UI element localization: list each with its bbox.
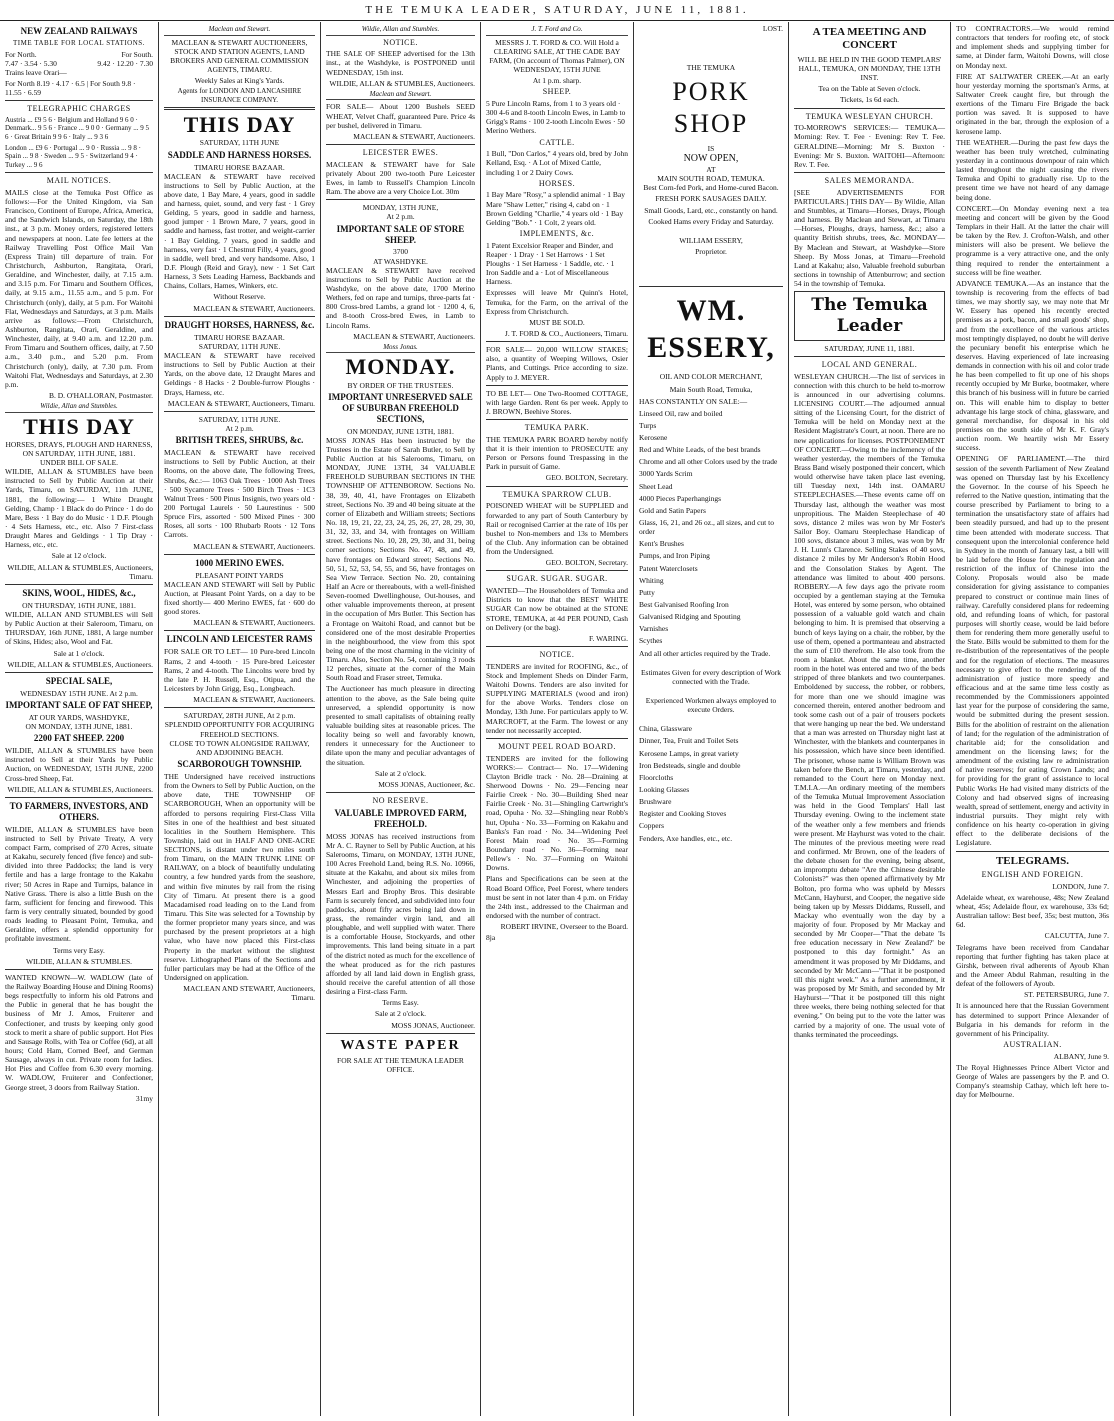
fat-date: ON MONDAY, 13TH JUNE, 1881. [25, 722, 133, 732]
mj-body: MOSS JONAS Has been instructed by the Trustees in the Estate of Sarah Butler, to Sell by Public Auction at his Salerooms, Timaru, on MONDAY, JUNE 13TH, 34 VALUABLE FREEHOLD SUBURBAN SECTIONS IN THE TOWNSHIP OF ATTENBOROW. Sections No. 38, 39, 40, 41, have Frontages on Elizabeth street, Sections No. 39 and 40 being situate at the corner of Elizabeth and William streets; Sections No. 18, 19, 21, 22, 23, 24, 25, 26, 27, 28, 29, 30, 31, 32, 33, and 34, with frontages on William street. Sections No. 10, 28, 29, 30, and 31, being corner sections; Sections No. 47, 48, and 49, have frontages on Edward street; Sections No. 50, 51, 52, 53, 54, 55, and 56, have frontages on Sea View Terrace. Section No. 20, containing Half an Acre or thereabouts, with a well-finished Seven-roomed Dwellinghouse, Out-houses, and other valuable improvements thereon, at present in the occupation of Mrs Butler. This Section has a Frontage on Waitohi Road, and cannot but be considered one of the most desirable Properties in the neighbourhood, the view from this spot being one of the most charming in the vicinity of Timaru. Also, Section No. 54, containing 3 roods 12 perches, situate at the corner of the Main South Road and Fraser street, Temuka. [326, 435, 475, 683]
store-sign: MACLEAN & STEWART, Auctioneers. [353, 331, 475, 341]
essery-address: Main South Road, Temuka, [669, 384, 753, 394]
lincoln-body: FOR SALE OR TO LET— 10 Pure-bred Lincoln Rams, 2 and 4-tooth · 15 Pure-bred Leicester Rams, 2 and 4-tooth. The Lincolns were bred by the late P. H. Russell, Esq., Otipua, and the Leicesters by John Grigg, Esq., Longbeach. [164, 647, 315, 693]
essery-good: China, Glassware [639, 724, 692, 734]
column-5 [633, 22, 788, 1416]
trees-body: MACLEAN & STEWART have received instructions to Sell by Public Auction, at their Rooms, on the above date, The following Trees, Shrubs, &c.:— 1063 Oak Trees · 1000 Ash Trees · 500 Sycamore Trees · 500 Birch Trees · 1C3 Walnut Trees · 500 Pinus Insignis, two years old · 200 Portugal Laurels · 50 Laurestinus · 500 Spruce Firs, assorted · 500 Mixed Pines · 300 Roses, all sorts · 100 Rhubarb Roots · 12 Tons Carrots. [164, 448, 315, 540]
telegraph-left: Austria ... £9 5 6 · Belgium and Holland 9 6 0 · Denmark... 9 5 6 · France ... 9 0 0 · Germany ... 9 5 6 · Great Britain 9 9 6 · Italy ... 9 3 6 [5, 115, 150, 142]
petersburg-body: It is announced here that the Russian Government has determined to support Prince Alexander of Bulgaria in his demands for reform in the government of his Principality. [956, 1001, 1109, 1038]
leicester-title: LEICESTER EWES. [362, 147, 439, 157]
essery-item: Turps [639, 420, 657, 430]
pp-title: PLEASANT POINT YARDS [195, 570, 284, 580]
sparrow-sign: GEO. BOLTON, Secretary. [545, 558, 628, 568]
unreserved-title: IMPORTANT UNRESERVED SALE OF SUBURBAN FREEHOLD SECTIONS, [328, 391, 473, 424]
skins-date: ON THURSDAY, 16TH JUNE, 1881. [22, 600, 136, 610]
sheep-title: SHEEP. [542, 87, 572, 97]
weather-para: THE WEATHER.—During the past few days the weather has been truly wretched, culminating yesterday in a continuous downpour of rain which lasted throughout the night causing the rivers Temuka and Opihi to gradually rise. Up to the present time we have not heard of any damage being done. [956, 137, 1109, 202]
farm-body: MOSS JONAS has received instructions from Mr A. C. Rayner to Sell by Public Auction, at his Salerooms, Timaru, on MONDAY, 13TH JUNE, 100 Acres Freehold Land, being R.S. No. 10966, situate at the Kakahu, and about six miles from Winchester, and adjoining the properties of Messrs Earl and Brophy Bros. This desirable Farm is securely fenced, and subdivided into four paddocks, about fifty acres being laid down in grass, the remainder virgin land, and all ploughable, and well supplied with water. There is a comfortable House, Stockyards, and other improvements. This land being situate in a part of the district noted as much for the excellence of the wheat produced as for the rich pastures afforded by all land laid down in English grass, should receive the careful attention of all those desiring a First-class Farm. [326, 831, 475, 997]
calcutta-body: Telegrams have been received from Candahar reporting that further fighting has taken place at Girshk, between rival adherents of Ayoub Khan and the Ameer Abdul Rahman, resulting in the defeat of the followers of Ayoub. [956, 942, 1109, 989]
column-7 [950, 22, 1114, 1416]
ford-settle: MUST BE SOLD. [529, 317, 585, 327]
church-body: TO-MORROW'S SERVICES:— TEMUKA—Morning: Rev. T. Fee · Evening: Rev T. Fee. GERALDINE—Morning: Mr S. Buxton · Evening: Mr S. Buxton. WAITOHI—Afternoon: Rev. T. Fee. [794, 123, 945, 169]
mail-body: MAILS close at the Temuka Post Office as follows:—For the United Kingdom, via San Francisco, Continent of Europe, Africa, America, and the Sandwich Islands, on Saturday, the 18th inst., at 3 p.m. Money orders, registered letters and newspapers at noon. Late fee letters at the Railway Travelling Post Office Mail Van (Express Train) till departure of train. For Christchurch, Ashburton, Rangitata, Orari, Geraldine, and Winchester, daily, at 7.15 a.m. and 3.15 p.m. For Timaru and Southern Offices, daily, at 9.15 a.m., 11.55 a.m., and 5 p.m. For Christchurch (only), daily, at 5 p.m. For Waitohi Flat, Wednesdays and Saturdays, at 3 p.m. Mails arrive as follows:—From Christchurch, Ashburton, Rangitata, Orari, Geraldine, and Winchester, daily, at 9.40 a.m. and 12.20 p.m. From Timaru and Southern offices, daily, at 7.50 a.m., 3.40 p.m., and 5.20 p.m. From Christchurch (only), daily, at 7.30 p.m. From Waitohi Flat, Wednesdays and Saturdays, at 2.30 p.m. [5, 187, 153, 389]
masthead: THE TEMUKA LEADER, SATURDAY, JUNE 11, 1881. [0, 0, 1114, 21]
lincoln-sign: MACLEAN & STEWART, Auctioneers. [193, 695, 315, 705]
essery-item: Chrome and all other Colors used by the trade [639, 457, 778, 467]
ms-header: Maclean and Stewart. [164, 25, 315, 36]
cattle-body: 1 Bull, "Don Carlos," 4 years old, bred by John Kelland, Esq. · A Lot of Mixed Cattle, including 1 or 2 Dairy Cows. [486, 149, 628, 177]
essery-trade: OIL AND COLOR MERCHANT, [659, 372, 763, 382]
monday-heading: MONDAY. [345, 354, 456, 380]
notice-sign: WILDIE, ALLAN & STUMBLES, Auctioneers. [329, 78, 475, 88]
store-title: IMPORTANT SALE OF STORE SHEEP. [336, 223, 465, 245]
essery-item: 3000 Yards Scrim [639, 469, 693, 479]
this-day-heading: THIS DAY [23, 413, 135, 439]
essery-item: Galvanised Ridging and Spouting [639, 612, 741, 622]
sparrow-title: TEMUKA SPARROW CLUB. [502, 489, 612, 499]
farm-terms: Terms Easy. [382, 998, 419, 1008]
farm-sale: Sale at 2 o'clock. [375, 1009, 426, 1019]
pork-open: NOW OPEN, [683, 152, 739, 164]
essery-item: Gold and Satin Papers [639, 505, 706, 515]
farm-sign: MOSS JONAS, Auctioneer. [391, 1020, 475, 1030]
tea-tickets: Tickets, 1s 6d each. [839, 95, 900, 105]
farm-title: VALUABLE IMPROVED FARM, FREEHOLD. [334, 807, 467, 829]
essery-good: Looking Glasses [639, 785, 690, 794]
wadlow-tag: 31my [135, 1093, 153, 1103]
lost-label: LOST. [762, 24, 783, 33]
wadlow-body: WANTED KNOWN—W. WADLOW (late of the Railway Boarding House and Dining Rooms) begs respectfully to inform his old Patrons and the Public in general that he has bought the business of Mr J. Amos, Fruiterer and Confectioner, and trusts by keeping only good stock to merit a share of public support. Hot Pies and Sausage Rolls, with Tea or Coffee (6d), at all hours; Cold Ham, Corned Beef, and German Sausage, always in cut. Private room for ladies. Hot Pies and Coffee from 6.30 every morning. W. WADLOW, Fruiterer and Confectioner, George street, 3 doors from Railway Station. [5, 972, 153, 1092]
contractors-para: TO CONTRACTORS.—We would remind contractors that tenders for roofing etc, of stock and implement sheds and supplying timber for same, at Dinder farm, Waitohi Downs, will close on Monday next. [956, 24, 1109, 70]
horses-sub: HORSES, DRAYS, PLOUGH AND HARNESS, [5, 439, 153, 449]
draught-title: DRAUGHT HORSES, HARNESS, &c. [164, 319, 315, 330]
draught-date: SATURDAY, 11TH JUNE. [198, 341, 281, 351]
pork-addr: MAIN SOUTH ROAD, TEMUKA. [657, 174, 765, 184]
column-6 [788, 22, 950, 1416]
london-date: LONDON, June 7. [1052, 881, 1109, 891]
skins-sign: WILDIE, ALLAN & STUMBLES, Auctioneers. [7, 659, 153, 669]
noreserve: NO RESERVE. [372, 796, 429, 806]
this-day-heading-2: THIS DAY [183, 112, 296, 138]
horses-date: ON SATURDAY, 11TH JUNE, 1881. [22, 448, 136, 458]
south-header: For South. [121, 49, 153, 59]
skins-body: WILDIE, ALLAN AND STUMBLES will Sell by Public Auction at their Saleroom, Timaru, on THURSDAY, 16th JUNE, 1881, A large number of Skins, Hides; also, Wool and Fat. [5, 609, 153, 647]
fat-title: IMPORTANT SALE OF FAT SHEEP, [5, 699, 153, 710]
park-title: TEMUKA PARK. [524, 423, 590, 433]
horses-sale: Sale at 12 o'clock. [51, 551, 107, 561]
leicester-body: MACLEAN & STEWART have for Sale privately About 200 two-tooth Pure Leicester Ewes, in lamb to Russell's Champion Lincoln Ram. The above are a very Choice Lot. 30m [326, 159, 475, 197]
trees-title: BRITISH TREES, SHRUBS, &c. [175, 435, 304, 446]
fat-sign: WILDIE, ALLAN & STUMBLES, Auctioneers. [7, 784, 153, 794]
trustees: BY ORDER OF THE TRUSTEES. [347, 380, 454, 390]
column-3 [320, 22, 480, 1416]
mail-title: MAIL NOTICES. [46, 176, 112, 186]
essery-item: 4000 Pieces Paperhangings [639, 493, 722, 503]
trees-sign: MACLEAN & STEWART, Auctioneers. [193, 541, 315, 551]
essery-item: Glass, 16, 21, and 26 oz., all sizes, and cut to order [639, 518, 774, 537]
splendid-title: SPLENDID OPPORTUNITY FOR ACQUIRING FREEHOLD SECTIONS. [164, 720, 315, 739]
ford-header: J. T. Ford and Co. [486, 25, 628, 36]
monday-at: At 2 p.m. [386, 212, 415, 222]
railways-subtitle: TIME TABLE FOR LOCAL STATIONS. [13, 38, 145, 47]
essery-good: Coppers [639, 821, 664, 831]
telegraph-title: TELEGRAPHIC CHARGES [27, 104, 131, 114]
scarborough-title: SCARBOROUGH TOWNSHIP. [177, 758, 302, 769]
essery-goods-list [639, 724, 783, 842]
implements-body: 1 Patent Excelsior Reaper and Binder, and Reaper · 1 Dray · 1 Set Harrows · 1 Set Ploughs · 1 Set Harness · 1 Saddle, etc. · 1 Iron Saddle and a · Lot of Miscellaneous Harness. [486, 240, 615, 287]
mj-header: Moss Jonas. [326, 343, 475, 354]
essery-item: Kerosene [639, 433, 668, 443]
sparrow-body: POISONED WHEAT will be SUPPLIED and forwarded to any part of South Canterbury by Rail or recognised Carrier at the rate of 10s per bushel to Non-members and 13s to Members of the Club. Any information can be obtained from the Undersigned. [486, 501, 628, 557]
park-sign: GEO. BOLTON, Secretary. [545, 473, 628, 483]
notice-body: THE SALE OF SHEEP advertised for the 13th inst., at the Washdyke, is POSTPONED until WEDNESDAY, 15th inst. [326, 49, 475, 77]
concert-para: CONCERT.—On Monday evening next a tea meeting and concert will be given by the Good Templars in their Hall. At the latter the chair will be taken by the Rev. J. Crofton-Walsh, and other ministers will also be present. We believe the programme is a very attractive one, and the only thing required to render the entertainment a success will be fine weather. [956, 203, 1109, 277]
scarborough-sign: MACLEAN AND STEWART, Auctioneers, Timaru. [183, 984, 315, 1003]
mount-peel-title: MOUNT PEEL ROAD BOARD. [498, 741, 616, 751]
petersburg-date: ST. PETERSBURG, June 7. [1024, 990, 1109, 1000]
south-times: 9.42 · 12.20 · 7.30 [97, 58, 153, 68]
pork-shop-title: PORK SHOP [672, 77, 750, 138]
essery-name: WM. ESSERY, [647, 294, 775, 364]
farmers-terms: Terms very Easy. [53, 945, 105, 955]
farmers-title: TO FARMERS, INVESTORS, AND OTHERS. [9, 800, 149, 822]
mail-sign: B. D. O'HALLORAN, Postmaster. [48, 390, 153, 400]
fire-para: FIRE AT SALTWATER CREEK.—At an early hour yesterday morning the sportsman's Arms, at Saltwater Creek caught fire, but through the exertions of the Timaru Fire Brigade the back portion was saved. It is supposed to have originated in the bar, through the explosion of a kerosene lamp. [956, 71, 1109, 136]
cattle-title: CATTLE. [539, 137, 575, 147]
special-title: SPECIAL SALE, [45, 675, 113, 686]
essery-item: Scythes [639, 636, 663, 646]
pork-proprietor: Proprietor. [695, 247, 727, 257]
north-header: For North. [5, 49, 37, 59]
telegraph-right: London ... £9 6 · Portugal ... 9 0 · Russia ... 9 8 · Spain ... 9 8 · Sweden ... 9 5 · Switzerland 9 4 · Turkey ... 9 6 [5, 143, 141, 169]
essery-item: Best Galvanised Roofing Iron [639, 600, 729, 610]
waste-body: FOR SALE AT THE TEMUKA LEADER OFFICE. [337, 1055, 464, 1074]
this-day-date: SATURDAY, 11TH JUNE [199, 138, 280, 148]
london-body: Adelaide wheat, ex warehouse, 48s; New Zealand wheat, 45s; Adelaide flour, ex warehouse, 33s 6d; Australian tallow: Best beef, 35s; best mutton, 36s 6d. [956, 892, 1109, 930]
ms-agents: Agents for LONDON AND LANCASHIRE INSURANCE COMPANY. [177, 87, 302, 104]
mount-peel-note: Plans and Specifications can be seen at the Road Board Office, Peel Forest, where tenders must be sent in not later than 4 p.m. on Friday the 24th inst., addressed to the Chairman and endorsed with the number of contract. [486, 874, 628, 920]
park-body: THE TEMUKA PARK BOARD hereby notify that it is their intention to PROSECUTE any Person or Persons found Trespassing in the Park in pursuit of Game. [486, 434, 628, 472]
pork-sign: WILLIAM ESSERY, [679, 235, 743, 245]
pork-at: AT [706, 165, 716, 175]
willow-ad: FOR SALE— 20,000 WILLOW STAKES; also, a quantity of Weeping Willows, Osier Plants, and Cuttings. Price according to size. Apply to J. MEYER. [486, 345, 628, 382]
essery-item: Pumps, and Iron Piping [639, 551, 710, 561]
notice-body-2: TENDERS are invited for ROOFING, &c., of Stock and Implement Sheds on Dinder Farm, Waitohi Downs. Tenders are also invited for SUPPLYING MATERIALS (wood and iron) for the above Works. Tenders close on Monday, 13th June. For particulars apply to W. MARCROFT, at the Farm. The lowest or any tender not necessarily accepted. [486, 661, 628, 735]
farmers-sign: WILDIE, ALLAN & STUMBLES. [25, 956, 133, 966]
saddle-sign: MACLEAN & STEWART, Auctioneers. [193, 303, 315, 313]
telegrams-sub: ENGLISH AND FOREIGN. [981, 869, 1084, 879]
horses-title-ford: HORSES. [538, 178, 576, 188]
parliament-para: OPENING OF PARLIAMENT.—The third session of the seventh Parliament of New Zealand was opened on Thursday last by his Excellency the Governor. In the course of his Speech he referred to the Native question, intimating that the course prescribed by Parliament to bring to a termination the unsatisfactory state of affairs had been steadily pursued, and had up to the present time been attended with moderate success. That consequent upon the intercolonial conference held in Sydney in the month of January last, a bill will be laid before the House for the regulation and restriction of the influx of Chinese into the Colony. Proposals would also be made consideration for giving assistance to companies prepared to construct or continue main lines of railway. Carefully considered plans for redeeming old, and refunding loans of which, for pastoral purposes will shortly cease, would be laid before them for rendering them more generally useful to the State. Bills would be submitted to them for the re-distribution of the representatives of the people and for the regulation of elections. The measures necessary to give effect to the rendering of the administration of justice more speedy and efficacious and at the same time less costly as recommended by the Commissioners appointed last year for the purpose of considering the same, would be submitted during the present session. Bills for the abolition of restraint on the alienation of land; for the regulation of the administration of charitable aid; for the consolidation and amendment on the licensing laws; for the amendment of the existing law re administration of native reserves; for eating Crown Lands; and for providing for the grant of assistance to local Public Works He had visited many districts of the Colony and had observed signs of increasing wealth, spread of settlement, energy and activity in industrial pursuits. They might rely with confidence on his hearty co-operation in giving effect to the deliberate decisions of the Legislature. [956, 454, 1109, 848]
local-title: LOCAL AND GENERAL. [821, 359, 918, 369]
scarborough-body: THE Undersigned have received instructions from the Owners to Sell by Public Auction, on the above date, THE TOWNSHIP OF SCARBOROUGH, When an opportunity will be afforded to persons requiring First-Class Villa Sites in one of the healthiest and best situated localities in the Southern Hemisphere. This Township, laid out in HALF AND ONE-ACRE SECTIONS, is distant under two miles south from Timaru, on the MAIN TRUNK LINE OF RAILWAY, on a block of beautifully undulating country, a few hundred yards from the seashore, and within five minutes by rail from the rising City of Timaru. At present there is a good Macadamised road leading on to the Land from Timaru. This Site was selected for a Township by the former proprietor many years since, and was purchased by the present proprietors at a high value, who have now placed this First-class Property in the market without the slightest reserve. Lithographed Plans of the Sections and fuller particulars may be had at the Office of the Undersigned on application. [164, 771, 315, 983]
tea-time: Tea on the Table at Seven o'clock. [818, 84, 921, 94]
saddle-reserve: Without Reserve. [213, 292, 266, 302]
pp-sign: MACLEAN & STEWART, Auctioneers. [193, 618, 315, 628]
saddle-body: MACLEAN & STEWART have received instructions to Sell by Public Auction, at the above date, 1 Bay Mare, 4 years, good in saddle and harness, quiet, sound, and very fast · 1 Grey Gelding, 5 years, good in saddle and harness, good jumper · 1 Brown Mare, 7 years, good in saddle and harness, fast trotter, and weight-carrier · 1 Bay Gelding, 7 years, good in saddle and harness, very fast · 1 Chestnut Filly, 4 years, good in saddle, well bred, and very handsome. Also, 1 D.F. Plough (Reid and Gray), new · 1 Set Cart Harness, 3 Sets Leading Harness, Backbands and Chains, Collars, Hames, Winkers, etc. [164, 171, 315, 291]
horses-under: UNDER BILL OF SALE. [39, 458, 119, 468]
ford-sign: J. T. FORD & CO., Auctioneers, Timaru. [504, 329, 628, 339]
pork-sausages: FRESH PORK SAUSAGES DAILY. [655, 194, 767, 204]
local-body: WESLEYAN CHURCH.—The list of services in connection with this church to be held to-morrow is announced in our advertising columns. LICENSING COURT.—The adjourned annual sitting of the Licensing Court, for the district of Temuka will be held on Monday next at the Resident Magistrate's Court, at noon. There are no new applications for licenses. POSTPONEMENT OF CONCERT.—Owing to the inclemency of the weather yesterday, the members of the Temuka Brass Band wisely postponed their concert, which would otherwise have taken place last evening, till Tuesday next, 14th inst. OAMARU STEEPLECHASES.—These events came off on Thursday last, although the weather was most unpropitious. The Maiden Steeplechase of 40 sovs, distance 2 miles was won by Mr Foster's Sailor Boy. Oamaru Steeplechase Handicap of 100 sovs, distance about 3 miles, was won by Mr J. H. Lunn's Clarence. Selling Stakes of 40 sovs, distance 2 miles by Mr Anderson's Robin Hood and the Consolation Stakes by Agent. The attendance was limited to about 400 persons. ROBBERY.—A few days ago the private room occupied by a gentleman staying at the Temuka Hotel, was entered by some person, who obtained possession of a valuable gold watch and chain belonging to him. It is premised that observing a bunch of keys laying on a chair, the robber, by the use of them, opened a portmanteau and abstracted the sum of £10 therefrom. He also took from the room a blanket. About the same time, another room in the hotel was entered and two of the beds stripped of three blankets and two counterpanes. Emboldened by success, the robber, or robbers, for more than one we should imagine was concerned therein, entered another bedroom and took some cash out of a pair of trousers pockets that were hanging up near the bed. We understand that a man was arrested on Thursday night last at Winchester, with the blankets and counterpanes in his possession, which have since been identified. The prisoner, whose name is William Brown was taken before the Bench, at Timaru, yesterday, and remanded to the Court here on Monday next. T.M.I.A.—An ordinary meeting of the members of the Temuka Mutual Improvement Association was held in the Good Templars' Hall last Thursday evening. Owing to the inclement state of the weather only a few members and friends were present. Mr Hayhurst was voted to the chair. The minutes of the previous meeting were read and confirmed. Mr Brown, one of the leaders of the debate chosen for the evening, being absent, an impromptu debate "Are the Chinese desirable Colonists?" was then opened affirmatively by Mr Bolton, pro forma who was upheld by Messrs McCann, Hayhurst, and Cooper, the negative side being taken up by Messrs Diddams, Russell, and Mackay who eventually won the day by a majority of four. Proposed by Mr Mackay and seconded by Mr Cooper—"That the debate 'Is free education necessary in New Zealand?' be postponed to this day fortnight." As an amendment it was proposed by Mr Diddams, and seconded by Mr McCann—"That it be postponed till this night week." As a further amendment, it was proposed by Mr Smith, and seconded by Mr Hayhurst—"That it be postponed till this night three weeks, there being nothing selected for that evening." On being put to the vote the latter was carried by a majority of one. The usual vote of thanks terminated the proceedings. [794, 371, 945, 1039]
ford-body: MESSRS J. T. FORD & CO. Will Hold a CLEARING SALE, AT THE CADE BAY FARM, (On account of Thomas Palmer), ON WEDNESDAY, 15TH JUNE [489, 37, 625, 74]
ms-weekly: Weekly Sales at King's Yards. [194, 76, 285, 86]
horses-body: WILDIE, ALLAN & STUMBLES have been instructed to Sell by Public Auction at their Yards, Timaru, on SATURDAY, 11th JUNE, 1881, the following:— 1 White Draught Gelding, Champ · 1 Black do do Prince · 1 do do Mare, Bess · 1 Bay do do Music · 1 D.F. Plough · 4 Sets Harness, etc., etc. Also 7 First-class Draught Mares and Geldings · 1 Tip Dray · Harness, etc., etc. [5, 467, 153, 550]
essery-good: Iron Bedsteads, single and double [639, 760, 741, 770]
unreserved-date: ON MONDAY, JUNE 13TH, 1881. [347, 426, 454, 436]
mount-peel-body: TENDERS are invited for the following WORKS:— Contract— No. 17—Widening Clayton Bridle track · No. 28—Draining at Sherwood Downs · No. 29—Fencing near Fairlie Creek · No. 30—Building Shed near Fairlie Creek · No. 31—Shingling Cartwright's road, Opuha · No. 32—Shingling near Robb's hut, Opuha · No. 33—Forming on Kakahu and Banks's Fan road · No. 34—Widening Peel Forest Main road · No. 35—Forming Boundary road · No. 36—Forming near Pellew's · No. 37—Forming on Waitohi Downs. [486, 753, 628, 873]
railways-title: NEW ZEALAND RAILWAYS [20, 26, 138, 36]
implements-title: IMPLEMENTS, &c. [519, 229, 595, 239]
farmers-body: WILDIE, ALLAN & STUMBLES have been instructed to Sell by Private Treaty, A very compact Farm, comprised of 270 Acres, situate at Kakahu, securely fenced (five fence) and sub-divided into three Paddocks; the land is very fertile and has a large frontage to the Kakahu river; 50 Acres in Rape and Turnips, balance in Native Grass. There is also a little Bush on the farm, sufficient for fencing and firewood. This farm is very centrally situated, bounded by good roads leading to Pleasant Point, Temuka, and Geraldine, offers a splendid opportunity for profitable investment. [5, 824, 153, 944]
mount-peel-sign: ROBERT IRVINE, Overseer to the Board. [500, 922, 628, 932]
pork-is: IS [707, 143, 715, 153]
australian-title: AUSTRALIAN. [1003, 1039, 1062, 1049]
ms-top: MACLEAN & STEWART AUCTIONEERS, STOCK AND STATION AGENTS, LAND BROKERS AND GENERAL COMMISSION AGENTS, TIMARU. [170, 37, 309, 74]
north-times: 7.47 · 3.54 · 5.30 [5, 58, 57, 68]
advance-para: ADVANCE TEMUKA.—As an instance that the township is recovering from the effects of bad times, we may shortly say, we may note that Mr W. Essery has opened his recently erected premises as a pork, bacon, and small goods' shop, and from the excellence of the various articles most temptingly displayed, no doubt he will derive the pecuniary benefit his enterprise which he deserves. Having experienced of late increasing demands in connection with his oil and color trade he has been compelled to fit up one of his shops recently occupied by Mr Burke, bootmaker, where this branch of his business will in future be carried on. This will enable him to display to better advantage his large stock of china, glassware, and general merchandise, for disposal in his old premises on the south side of Mr K. F. Gray's auction room. We heartily wish Mr Essery success. [956, 278, 1109, 453]
sales-title: SALES MEMORANDA. [824, 175, 915, 185]
horses-sign: WILDIE, ALLAN & STUMBLES, Auctioneers, Timaru. [7, 562, 153, 581]
albany-date: ALBANY, June 9. [1053, 1051, 1109, 1061]
essery-item: Linseed Oil, raw and boiled [639, 408, 723, 418]
seed-sign: MACLEAN & STEWART, Auctioneers. [353, 131, 475, 141]
horses-body-ford: 1 Bay Mare "Rosy," a splendid animal · 1 Bay Mare "Shaw Letter," rising 4, cabd on · 1 Brown Gelding "Charlie," 4 years old · 1 Bay Gelding "Bob." · 1 Colt, 2 years old. [486, 190, 625, 227]
leader-date: SATURDAY, JUNE 11, 1881. [824, 343, 915, 353]
essery-good: Brushware [639, 797, 672, 807]
fat-body: WILDIE, ALLAN & STUMBLES have been instructed to Sell at their Yards by Public Auction, on WEDNESDAY, 15TH JUNE, 2200 Cross-bred Sheep, Fat. [5, 746, 153, 783]
column-4 [480, 22, 633, 1416]
mj-note: The Auctioneer has much pleasure in directing attention to the above, as the Sale being quite unreserved, a splendid opportunity is now presented to small capitalists of obtaining really valuable building sites at reasonable prices. The locality being so well and favorably known, renders it unnecessary for the Auctioneer to dilate upon the many and peculiar advantages of the situation. [326, 684, 475, 767]
church-title: TEMUKA WESLEYAN CHURCH. [805, 111, 934, 121]
sugar-body: WANTED—The Householders of Temuka and Districts to know that the BEST WHITE SUGAR Can now be obtained at the STONE STORE, TEMUKA, at 4d PER POUND, Cash on Delivery (or the bag). [486, 586, 628, 632]
draught-sign: MACLEAN & STEWART, Auctioneers, Timaru. [167, 398, 315, 408]
essery-good: Dinner, Tea, Fruit and Toilet Sets [639, 736, 739, 746]
pp-body: MACLEAN AND STEWART will Sell by Public Auction, at Pleasant Point Yards, on a day to be fixed shortly— 400 Merino EWES, fat · 600 do good stores. [164, 579, 315, 617]
essery-items-list [639, 409, 783, 658]
essery-good: Register and Cooking Stoves [639, 809, 727, 819]
bazaar-2: TIMARU HORSE BAZAAR. [194, 332, 285, 342]
waste-title: WASTE PAPER [340, 1037, 461, 1053]
monday-date: MONDAY, 13TH JUNE, [362, 203, 439, 213]
orari-header: Trains leave Orari— [5, 67, 67, 77]
lincoln-title: LINCOLN AND LEICESTER RAMS [166, 634, 313, 645]
seed-body: FOR SALE— About 1200 Bushels SEED WHEAT, Velvet Chaff, guaranteed Pure. Price 4s per bushel, delivered in Timaru. [326, 102, 475, 130]
draught-body: MACLEAN & STEWART have received instructions to Sell by Public Auction at their Yards, on the above date, 12 Draught Mares and Geldings · 8 Hacks · 2 Double-furrow Ploughs · Drays, Harness, etc. [164, 351, 315, 397]
essery-good: Kerosene Lamps, in great variety [639, 748, 739, 758]
pork-goods: Small Goods, Lard, etc., constantly on hand. [644, 205, 778, 215]
lower-date: SATURDAY, 28TH JUNE, At 2 p.m. [183, 711, 296, 721]
trees-at: At 2 p.m. [225, 423, 254, 433]
harness-title: SADDLE AND HARNESS HORSES. [167, 149, 312, 160]
skins-title: SKINS, WOOL, HIDES, &c., [22, 587, 136, 598]
telegrams-title: TELEGRAMS. [995, 854, 1070, 867]
sugar-sign: F. WARING. [588, 633, 628, 643]
essery-item: Red and White Leads, of the best brands [639, 445, 761, 455]
store-where: AT WASHDYKE. [373, 256, 428, 266]
notice-title-2: NOTICE. [539, 649, 575, 659]
sheep-body: 5 Pure Lincoln Rams, from 1 to 3 years old · 300 4-6 and 8-tooth Lincoln Ewes, in Lamb to Grigg's Rams · 100 2-tooth Lincoln Ewes · 50 Merino Wethers. [486, 98, 626, 136]
sugar-title: SUGAR. SUGAR. SUGAR. [506, 574, 608, 584]
store-count: 3700 [393, 247, 408, 257]
leader-title: The Temuka Leader [794, 291, 945, 340]
wa-header: Wildie, Allan and Stumbles. [5, 402, 153, 413]
tolet-ad: TO BE LET— One Two-Roomed COTTAGE, with large Garden. Rent 6s per week. Apply to J. BROWN, Beehive Stores. [486, 388, 628, 417]
essery-item: Sheet Lead [639, 481, 673, 491]
wa-header-2: Wildie, Allan and Stumbles. [326, 25, 475, 36]
essery-good: Fenders, Axe handles, etc., etc. [639, 833, 733, 843]
essery-item: Putty [639, 587, 655, 597]
tea-body: WILL BE HELD IN THE GOOD TEMPLARS' HALL, TEMUKA, ON MONDAY, THE 13TH INST. [797, 54, 942, 83]
essery-good: Floorcloths [639, 772, 674, 782]
mount-peel-tag: 8ja [486, 933, 496, 943]
essery-estimates: Estimates Given for every description of Work connected with the Trade. [640, 667, 782, 686]
ford-at: At 1 p.m. sharp. [532, 76, 582, 86]
orari-times: For North 8.19 · 4.17 · 6.5 | For South 9.8 · 11.55 · 6.59 [5, 78, 136, 98]
essery-item: Varnishes [639, 624, 669, 634]
essery-item: Whiting [639, 575, 664, 585]
close-title: CLOSE TO TOWN ALONGSIDE RAILWAY, AND ADJOINING BEACH. [169, 738, 310, 757]
merino-title: 1000 MERINO EWES. [195, 557, 284, 568]
albany-body: The Royal Highnesses Prince Albert Victor and George of Wales are passengers by the P. and O. Company's steamship Cathay, which left here to-day for Melbourne. [956, 1062, 1109, 1100]
railway-times [5, 50, 153, 68]
essery-workmen: Experienced Workmen always employed to execute Orders. [645, 696, 777, 715]
calcutta-date: CALCUTTA, June 7. [1044, 931, 1109, 941]
column-2 [158, 22, 320, 1416]
notice-title: NOTICE. [383, 37, 418, 47]
fat-at: AT OUR YARDS, WASHDYKE, [28, 712, 130, 722]
trees-date: SATURDAY, 11TH JUNE. [198, 414, 281, 424]
skins-sale: Sale at 1 o'clock. [53, 648, 105, 658]
special-date: WEDNESDAY 15TH JUNE. At 2 p.m. [20, 688, 138, 698]
mj-sale: Sale at 2 o'clock. [375, 768, 426, 778]
pork-items: Best Corn-fed Pork, and Home-cured Bacon. [643, 183, 779, 193]
ms-header-2: Maclean and Stewart. [326, 90, 475, 101]
essery-item: Patent Waterclosets [639, 563, 698, 573]
ford-note: Expresses will leave Mr Quinn's Hotel, Temuka, for the Farm, on the arrival of the Express from Christchurch. [486, 288, 628, 316]
fat-count: 2200 FAT SHEEP. 2200 [33, 733, 125, 744]
essery-item: And all other articles required by the Trade. [639, 648, 771, 658]
store-body: MACLEAN & STEWART have received instructions to Sell by Public Auction at the Washdyke, on the above date, 1700 Merino Wethers, fed on rape and turnips, three-parts fat · 800 Cross-bred Lambs, a grand lot · 1200 4, 6, and 8-tooth Cross-bred Ewes, in Lamb to Lincoln Rams. [326, 265, 475, 330]
column-1 [0, 22, 158, 1416]
sales-body: [SEE ADVERTISEMENTS FOR PARTICULARS.] THIS DAY— By Wildie, Allan and Stumbles, at Timaru—Horses, Drays, Plough and harness. By Maclean and Stewart, at Timaru—Horses, Ploughs, drays, harness, &c.; also a quantity British shrubs, trees, &c. MONDAY— By Maclean and Stewart, at Washdyke—Store Sheep. By Moss Jonas, at Timaru—Freehold Land at Kakahu; also, Valuable freehold suburban sections in township of Attenburrow; and section 54 in the township of Temuka. [794, 187, 945, 289]
essery-lead: HAS CONSTANTLY ON SALE:— [639, 396, 748, 406]
pork-cooked: Cooked Hams every Friday and Saturday. [648, 216, 774, 226]
pork-prefix: THE TEMUKA [686, 63, 736, 73]
bazaar-1: TIMARU HORSE BAZAAR. [194, 162, 285, 172]
tea-title: A TEA MEETING AND CONCERT [812, 26, 927, 52]
mj-sign: MOSS JONAS, Auctioneer, &c. [378, 779, 475, 789]
essery-item: Kent's Brushes [639, 539, 684, 549]
